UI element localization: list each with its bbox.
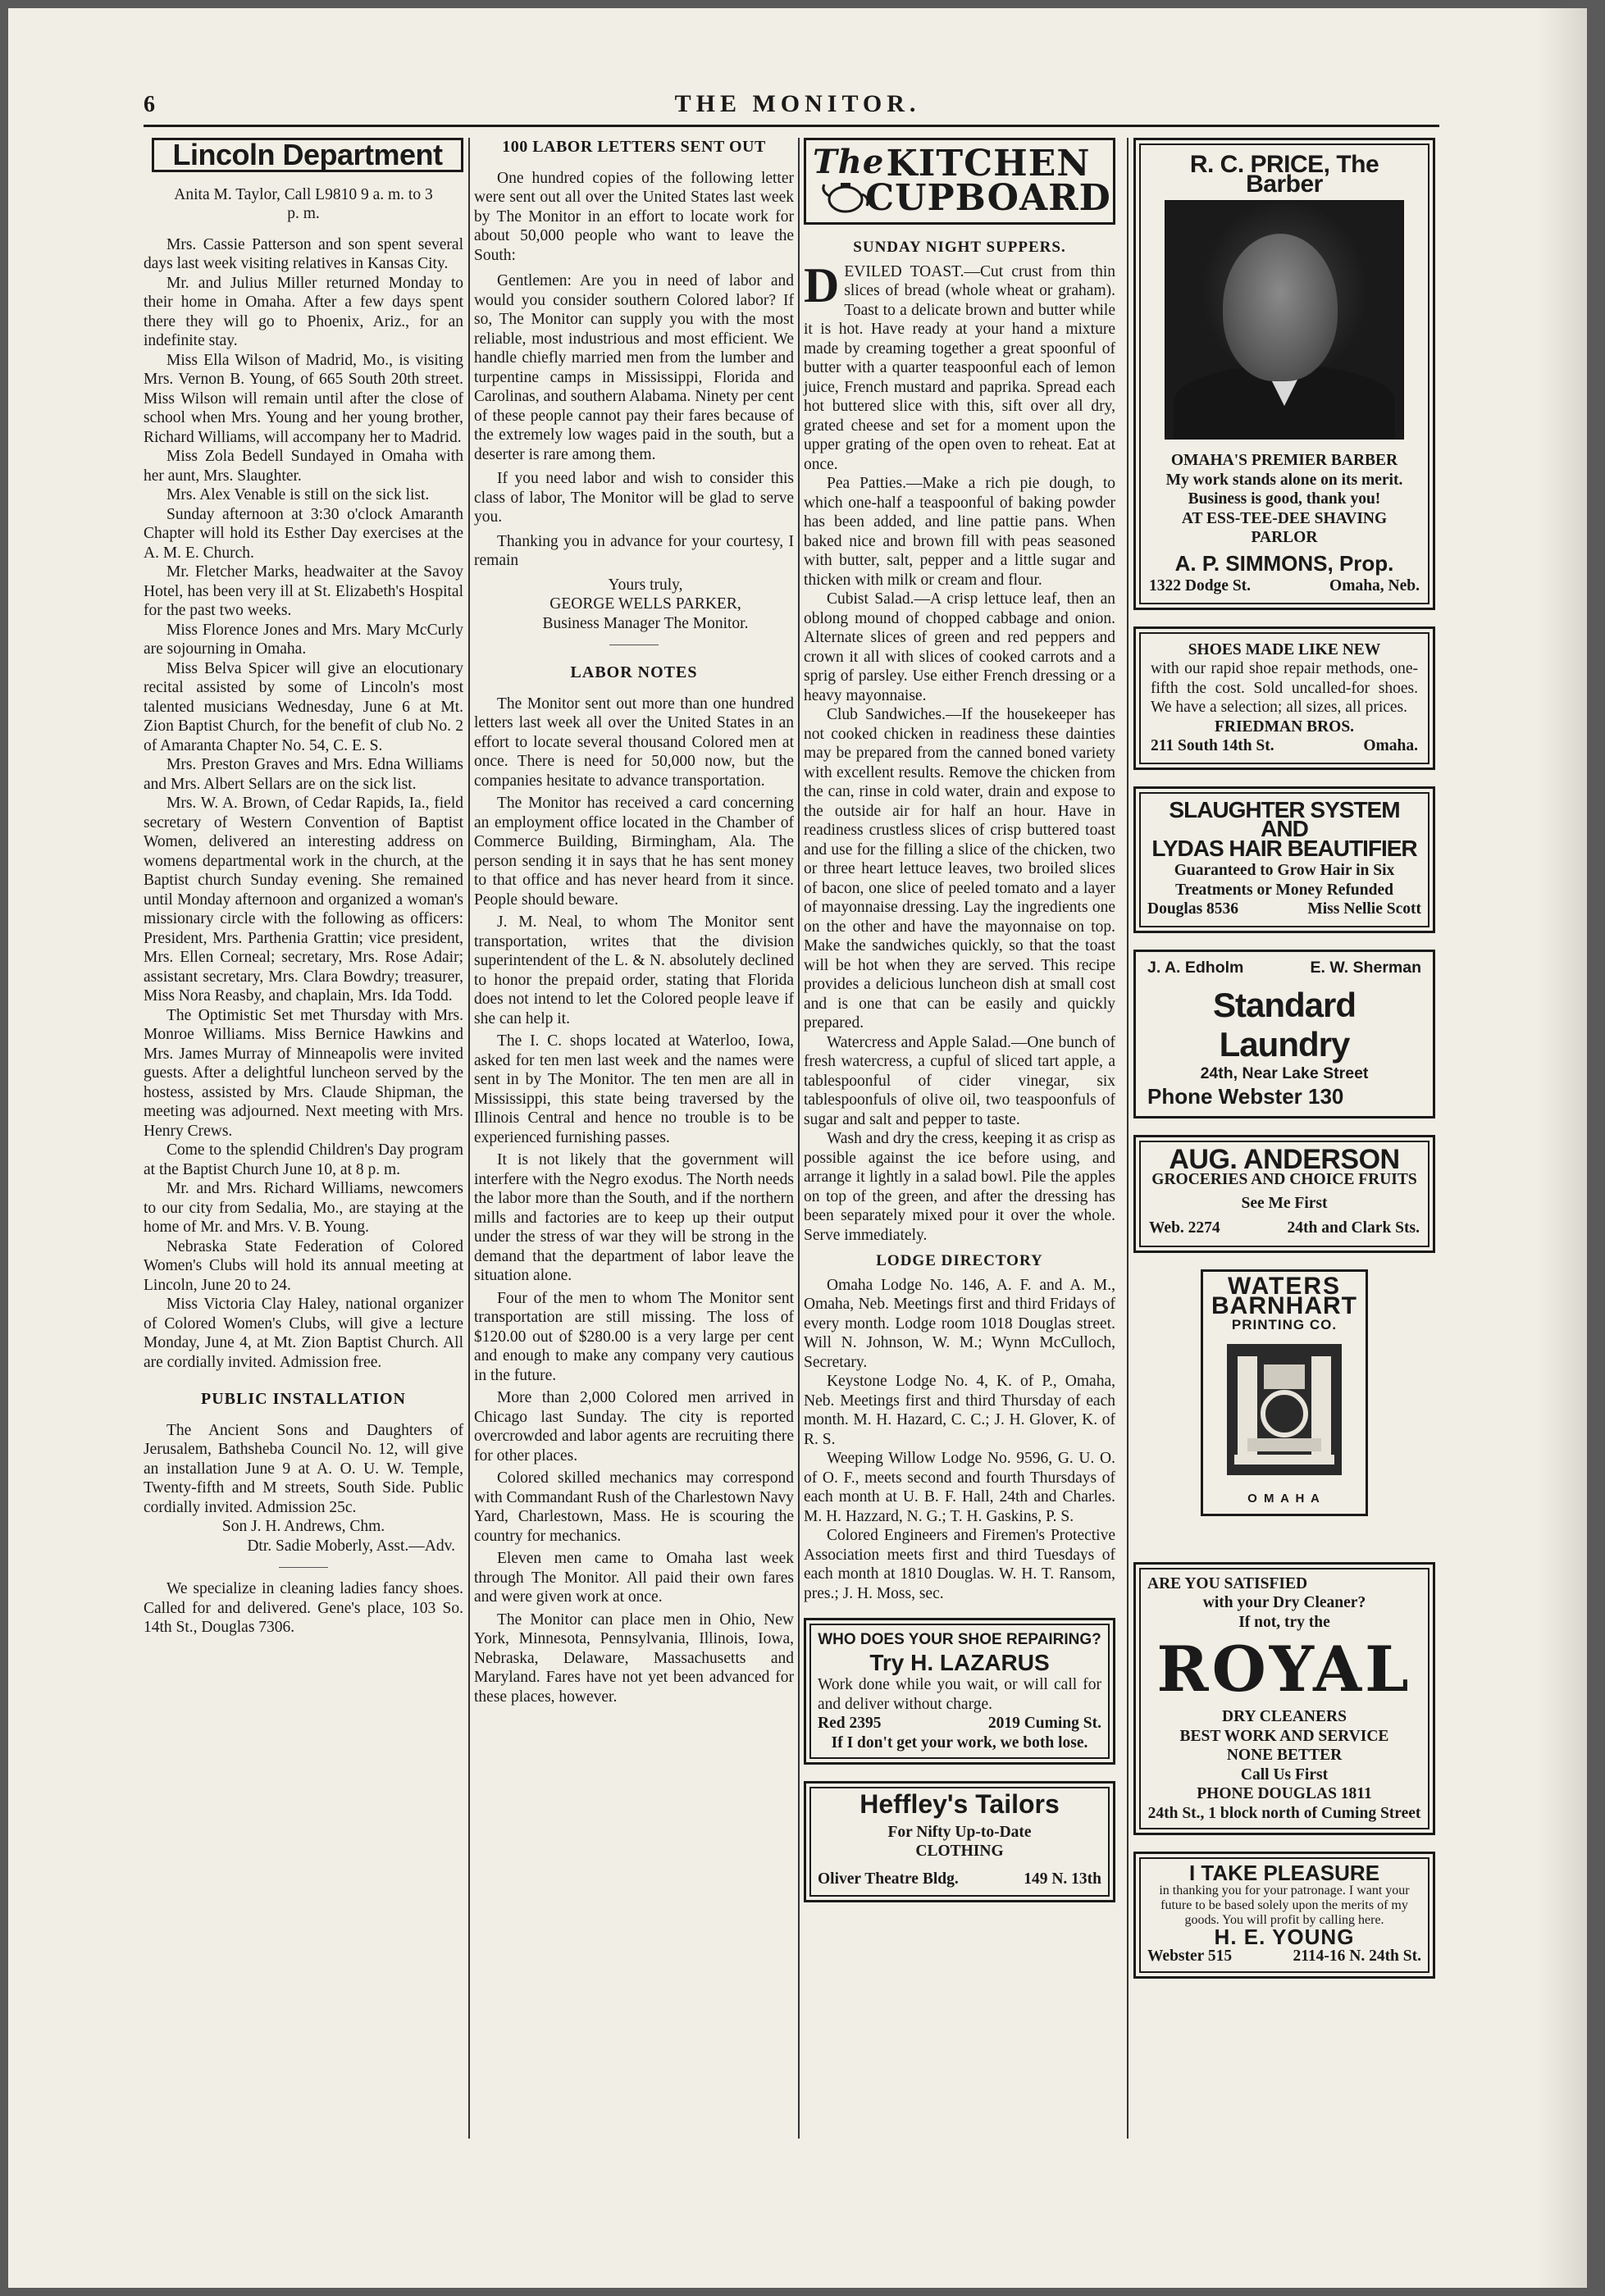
royal-q3: If not, try the xyxy=(1238,1613,1330,1631)
labor-column xyxy=(474,138,794,1710)
news-item: Nebraska State Federation of Colored Women's Clubs will hold its annual meeting at Lincoln, June 20 to 24. xyxy=(144,1237,463,1294)
lodge-entry: Weeping Willow Lodge No. 9596, G. U. O. of O. F., meets second and fourth Thursdays of each month at U. B. F. Hall, 24th and Charles. M. H. Hazzard, N. G.; T. H. Gaskins, P. S. xyxy=(804,1450,1115,1525)
public-installation-text: The Ancient Sons and Daughters of Jerusalem, Bathsheba Council No. 12, will give an installation June 9 at A. O. U. W. Temple, Twenty-fifth and M streets, South Side. Public cordially invited. Admission 25c. xyxy=(144,1421,463,1516)
royal-name: ROYAL xyxy=(1156,1633,1412,1706)
lodge-entry: Colored Engineers and Firemen's Protective Association meets first and third Tuesdays of each month at 1810 Douglas. W. H. T. Ransom, pres.; J. H. Moss, sec. xyxy=(804,1527,1115,1602)
friedman-head: SHOES MADE LIKE NEW xyxy=(1188,640,1381,658)
young-name: H. E. YOUNG xyxy=(1214,1924,1355,1949)
news-item: Come to the splendid Children's Day program at the Baptist Church June 10, at 8 p. m. xyxy=(144,1141,463,1178)
royal-q1: ARE YOU SATISFIED xyxy=(1147,1574,1308,1592)
installation-signature-chairman: Son J. H. Andrews, Chm. xyxy=(221,1518,385,1535)
lodge-directory-entries xyxy=(804,1276,1115,1604)
heffley-line1: For Nifty Up-to-Date xyxy=(887,1823,1032,1841)
column-rule xyxy=(798,138,800,2139)
friedman-body: with our rapid shoe repair methods, one-fifth the cost. Sold uncalled-for shoes. We have a selection; all sizes, all prices. xyxy=(1151,660,1418,716)
lincoln-department-column xyxy=(144,138,463,1638)
laundry-left: J. A. Edholm xyxy=(1147,958,1244,977)
news-item: Mr. and Mrs. Richard Williams, newcomers to our city from Sedalia, Mo., are staying at the home of Mr. and Mrs. V. B. Young. xyxy=(144,1180,463,1236)
waters-barnhart-ad xyxy=(1201,1269,1368,1516)
heffley-right: 149 N. 13th xyxy=(1024,1870,1101,1888)
laundry-name: Standard Laundry xyxy=(1212,986,1356,1064)
lincoln-department-heading: Lincoln Department xyxy=(152,138,463,172)
page-edge-shadow xyxy=(1538,8,1587,2288)
news-item: Mrs. Alex Venable is still on the sick list. xyxy=(166,486,430,503)
labor-note: The Monitor has received a card concerning an employment office located in the Chamber of Commerce Building, Birmingham, Ala. The person sending it in says that he has sent money to that office and has never heard from it since. People should beware. xyxy=(474,795,794,909)
labor-notes-body xyxy=(474,695,794,1707)
price-barber-ad xyxy=(1133,138,1435,610)
recipe-paragraph: Wash and dry the cress, keeping it as crisp as possible against the ice before using, and arrange it lightly in a salad bowl. Pile the apples on top of the green, and after the dressing has been separately mixed pour it over the whole. Serve immediately. xyxy=(804,1130,1115,1244)
royal-line4: Call Us First xyxy=(1240,1765,1329,1784)
labor-note: Four of the men to whom The Monitor sent transportation are still missing. The loss of $120.00 out of $280.00 is a very large per cent and enough to make any company very cautious in the future. xyxy=(474,1289,794,1384)
lazarus-footer: If I don't get your work, we both lose. xyxy=(831,1733,1088,1752)
price-city: Omaha, Neb. xyxy=(1329,577,1420,594)
news-item: Mrs. W. A. Brown, of Cedar Rapids, Ia., field secretary of Western Convention of Baptist Women, delivered an interesting address on womens departmental work in the church, at the Baptist church Sunday evening. She remained until Monday afternoon and organized a woman's missionary circle with the following as officers: President, Mrs. Parthenia Grattin; vice president, Mrs. Ellen Corneal; secretary, Mrs. Rose Adair; assistant secretary, Mrs. Clara Bowdry; treasurer, Miss Nora Reasby, and chaplain, Mrs. Ida Todd. xyxy=(144,795,463,1004)
deviled-toast-text: EVILED TOAST.—Cut crust from thin slices of bread (whole wheat or graham). Toast to a delicate brown and butter while it is hot. Have ready at your hand a mixture made by creaming together a great spoonful of butter with a quarter teaspoonful each of lemon juice, French mustard and paprika. Spread each hot buttered slice with this, sift over all dry, grated cheese and set for a moment upon the upper grating of the open oven to reheat. Eat at once. xyxy=(804,262,1115,473)
heffley-tailors-ad xyxy=(804,1781,1115,1902)
news-item: Sunday afternoon at 3:30 o'clock Amaranth Chapter will hold its Esther Day exercises at the A. M. E. Church. xyxy=(144,505,463,562)
news-item: Miss Florence Jones and Mrs. Mary McCurly are sojourning in Omaha. xyxy=(144,621,463,658)
letter-paragraph: Thanking you in advance for your courtesy, I remain xyxy=(474,532,794,569)
column-rule xyxy=(468,138,470,2139)
news-item: Miss Ella Wilson of Madrid, Mo., is visiting Mrs. Vernon B. Young, of 665 South 20th street. Miss Wilson will remain until after the close of school when Mrs. Young and her young brother, Richard Williams, will accompany her to Madrid. xyxy=(144,351,463,446)
drop-cap: D xyxy=(804,257,840,312)
lazarus-name: Try H. LAZARUS xyxy=(869,1649,1050,1675)
young-ad xyxy=(1133,1852,1435,1979)
anderson-name: AUG. ANDERSON xyxy=(1169,1144,1400,1175)
heffley-left: Oliver Theatre Bldg. xyxy=(818,1870,959,1888)
young-body: in thanking you for your patronage. I want your future to be based solely upon the merits of my goods. You will profit by calling here. xyxy=(1159,1883,1410,1927)
sunday-suppers-heading: SUNDAY NIGHT SUPPERS. xyxy=(853,239,1066,256)
royal-line1: DRY CLEANERS xyxy=(1222,1708,1347,1725)
news-item: The Optimistic Set met Thursday with Mrs. Monroe Williams. Miss Bernice Hawkins and Mrs. James Murray of Minneapolis were invited guests. After a delightful luncheon served by the hostess, assisted by Mrs. Claude Shipman, the meeting was adjourned. Next meeting with Mrs. Henry Crews. xyxy=(144,1006,463,1140)
masthead-title: THE MONITOR. xyxy=(674,90,921,117)
royal-address: 24th St., 1 block north of Cuming Street xyxy=(1147,1804,1421,1822)
lazarus-body: Work done while you wait, or will call for and deliver without charge. xyxy=(818,1676,1101,1713)
lincoln-contact: Anita M. Taylor, Call L9810 9 a. m. to 3 p. m. xyxy=(174,185,433,222)
recipes xyxy=(804,474,1115,1245)
genes-place-ad: We specialize in cleaning ladies fancy shoes. Called for and delivered. Gene's place, 103 So. 14th St., Douglas 7306. xyxy=(144,1580,463,1636)
news-item: Mr. and Julius Miller returned Monday to their home in Omaha. After a few days spent there they will go to Phoenix, Ariz., for an indefinite stay. xyxy=(144,274,463,349)
letter-paragraph: If you need labor and wish to consider this class of labor, The Monitor will be glad to serve you. xyxy=(474,470,794,526)
labor-note: The Monitor sent out more than one hundred letters last week all over the United States in an effort to locate several thousand Colored men at once. There is need for 50,000 now, but the companies hesitate to advance transportation. xyxy=(474,695,794,790)
labor-note: Eleven men came to Omaha last week through The Monitor. All paid their own fares and were given work at once. xyxy=(474,1550,794,1606)
page-number: 6 xyxy=(144,92,155,117)
labor-note: J. M. Neal, to whom The Monitor sent transportation, writes that the division superintendent of the L. & N. absolutely declined to honor the prepaid order, stating that Florida does not intend to let the Colored people leave if she can help it. xyxy=(474,913,794,1027)
waters-line1: WATERS xyxy=(1227,1273,1342,1300)
news-item: Mr. Fletcher Marks, headwaiter at the Savoy Hotel, has been very ill at St. Elizabeth's Hospital for the past two weeks. xyxy=(144,563,463,619)
slaughter-phone: Douglas 8536 xyxy=(1147,900,1239,918)
young-head: I TAKE PLEASURE xyxy=(1188,1861,1380,1885)
lazarus-question: WHO DOES YOUR SHOE REPAIRING? xyxy=(818,1631,1101,1648)
anderson-line2: See Me First xyxy=(1241,1195,1328,1212)
letter-signature-name: GEORGE WELLS PARKER, xyxy=(549,595,741,613)
waters-line3: PRINTING CO. xyxy=(1231,1317,1338,1332)
public-installation-heading: PUBLIC INSTALLATION xyxy=(201,1390,406,1408)
barber-portrait xyxy=(1165,200,1404,440)
lazarus-phone: Red 2395 xyxy=(818,1715,882,1732)
recipe-paragraph: Cubist Salad.—A crisp lettuce leaf, then an oblong mound of chopped cabbage and onion. Alternate slices of green and red peppers and crown it all with slices of cooked carrots and a sprig of parsley. Use either French dressing or a heavy mayonnaise. xyxy=(804,590,1115,704)
lodge-directory-heading: LODGE DIRECTORY xyxy=(876,1252,1043,1269)
news-item: Miss Zola Bedell Sundayed in Omaha with her aunt, Mrs. Slaughter. xyxy=(144,448,463,485)
price-proprietor: A. P. SIMMONS, Prop. xyxy=(1174,550,1394,576)
royal-phone: PHONE DOUGLAS 1811 xyxy=(1197,1785,1372,1802)
installation-signature-assistant: Dtr. Sadie Moberly, Asst.—Adv. xyxy=(247,1537,455,1555)
letter-paragraph: Gentlemen: Are you in need of labor and would you consider southern Colored labor? If so, The Monitor can supply you with the most reliable, most industrious and most efficient. We handle chiefly married men from the lumber and turpentine camps in Mississippi, Florida and Carolinas, and southern Alabama. Ninety per cent of these people cannot pay their fares because of the extremely low wages paid in the south, but a deserter is rare among them. xyxy=(474,272,794,463)
slaughter-name: Miss Nellie Scott xyxy=(1307,900,1421,918)
column-rule xyxy=(1127,138,1129,2139)
teapot-icon xyxy=(821,176,870,214)
slaughter-system-ad xyxy=(1133,786,1435,933)
anderson-line1: GROCERIES AND CHOICE FRUITS xyxy=(1151,1170,1417,1188)
slaughter-line2: LYDAS HAIR BEAUTIFIER xyxy=(1151,835,1417,861)
advertisements-column xyxy=(1133,138,1435,1995)
friedman-address: 211 South 14th St. xyxy=(1151,737,1274,754)
anderson-groceries-ad xyxy=(1133,1135,1435,1253)
lodge-entry: Keystone Lodge No. 4, K. of P., Omaha, Neb. Meetings first and third Thursday of each month. M. H. Hazard, C. C.; J. H. Glover, K. of R. S. xyxy=(804,1373,1115,1448)
laundry-phone: Phone Webster 130 xyxy=(1147,1083,1344,1109)
recipe-paragraph: Club Sandwiches.—If the housekeeper has not cooked chicken in readiness these dainties may be prepared from the canned boned variety with excellent results. Remove the chicken from the can, rinse in cold water, drain and expose to the outside air for half an hour. Have in readiness crustless slices of crisp buttered toast and use for the filling a slice of the chicken, two or three heart lettuce leaves, two broiled slices of bacon, one slice of peeled tomato and a layer of mayonnaise dressing. Lay the ingredients one on the other and have the mayonnaise on top. Make the sandwiches quickly, so that the toast will be hot when they are served. This recipe provides a delicious luncheon dish at small cost and is one that can be easily and quickly prepared. xyxy=(804,706,1115,1032)
news-item: Miss Belva Spicer will give an elocutionary recital assisted by some of Lincoln's most talented musicians Wednesday, June 6 at Mt. Zion Baptist Church, for the benefit of club No. 2 of Amaranta Chapter No. 54, C. E. S. xyxy=(144,659,463,754)
price-title: R. C. PRICE, The Barber xyxy=(1189,151,1379,198)
lincoln-news-items xyxy=(144,235,463,1373)
slaughter-line1: SLAUGHTER SYSTEM AND xyxy=(1169,796,1400,841)
news-item: Miss Victoria Clay Haley, national organizer of Colored Women's Clubs, will give a lecture Monday, June 4, at Mt. Zion Baptist Church. All are cordially invited. Admission free. xyxy=(144,1296,463,1371)
young-address: 2114-16 N. 24th St. xyxy=(1293,1947,1421,1965)
letter-closing: Yours truly, xyxy=(608,576,683,594)
labor-note: More than 2,000 Colored men arrived in Chicago last Sunday. The city is reported overcrowded and labor agents are recruiting there for other places. xyxy=(474,1389,794,1465)
labor-letter-body xyxy=(474,271,794,571)
friedman-name: FRIEDMAN BROS. xyxy=(1214,718,1355,736)
young-phone: Webster 515 xyxy=(1147,1947,1233,1965)
price-address: 1322 Dodge St. xyxy=(1149,577,1252,594)
kitchen-logo-line2: CUPBOARD xyxy=(865,177,1111,219)
kitchen-logo-line1: KITCHEN xyxy=(886,143,1091,184)
kitchen-logo-the: The xyxy=(813,143,885,181)
price-tagline: OMAHA'S PREMIER BARBER xyxy=(1170,452,1398,469)
kitchen-lodge-column xyxy=(804,138,1115,1919)
newspaper-page xyxy=(8,8,1587,2288)
price-line3: AT ESS-TEE-DEE SHAVING PARLOR xyxy=(1181,509,1388,546)
laundry-right: E. W. Sherman xyxy=(1310,958,1421,977)
news-item: Mrs. Cassie Patterson and son spent several days last week visiting relatives in Kansas City. xyxy=(144,235,463,272)
header-rule xyxy=(144,125,1439,127)
lazarus-ad xyxy=(804,1618,1115,1765)
price-line1: My work stands alone on its merit. xyxy=(1165,471,1403,489)
news-item: Mrs. Preston Graves and Mrs. Edna Williams and Mrs. Albert Sellars are on the sick list. xyxy=(144,756,463,793)
recipe-paragraph: Watercress and Apple Salad.—One bunch of fresh watercress, a cupful of sliced tart apple, a tablespoonful of cider vinegar, six tablespoonfuls of olive oil, two teaspoonfuls of sugar and salt and pepper to taste. xyxy=(804,1033,1115,1128)
royal-line2: BEST WORK AND SERVICE xyxy=(1179,1727,1389,1745)
labor-notes-heading: LABOR NOTES xyxy=(570,663,698,681)
divider xyxy=(279,1567,328,1568)
deviled-toast-recipe xyxy=(804,257,1115,475)
anderson-phone: Web. 2274 xyxy=(1149,1219,1220,1237)
royal-q2: with your Dry Cleaner? xyxy=(1202,1594,1366,1611)
letter-signature-title: Business Manager The Monitor. xyxy=(542,614,749,632)
printing-press-icon xyxy=(1223,1340,1346,1479)
royal-cleaners-ad xyxy=(1133,1562,1435,1836)
waters-line2: BARNHART xyxy=(1211,1292,1357,1319)
labor-note: The I. C. shops located at Waterloo, Iowa, asked for ten men last week and the names were sent in by The Monitor. The ten men are all in Mississippi, this state being traversed by the Illinois Central and hence no trouble is to be experienced furnishing passes. xyxy=(474,1032,794,1146)
heffley-line2: CLOTHING xyxy=(915,1843,1004,1860)
lazarus-address: 2019 Cuming St. xyxy=(987,1715,1101,1732)
heffley-name: Heffley's Tailors xyxy=(859,1789,1060,1819)
labor-note: It is not likely that the government will interfere with the Negro exodus. The North needs the labor more than the South, and if the northern mills and factories are to keep up their output under the stress of war they will be strong in the demand that the department of labor leave the situation alone. xyxy=(474,1151,794,1284)
labor-intro: One hundred copies of the following letter were sent out all over the United States last week by The Monitor in an effort to locate work for about 50,000 people who want to leave the South: xyxy=(474,169,794,264)
slaughter-line3: Guaranteed to Grow Hair in Six Treatments or Money Refunded xyxy=(1174,862,1395,899)
laundry-address: 24th, Near Lake Street xyxy=(1200,1064,1369,1082)
lodge-entry: Omaha Lodge No. 146, A. F. and A. M., Omaha, Neb. Meetings first and third Fridays of every month. Lodge room 1018 Douglas street. Will N. Johnson, W. M.; Wynn McCulloch, Secretary. xyxy=(804,1276,1115,1371)
labor-letters-heading: 100 LABOR LETTERS SENT OUT xyxy=(502,138,766,156)
kitchen-cupboard-logo xyxy=(804,138,1115,225)
waters-city: O M A H A xyxy=(1247,1492,1321,1506)
price-line2: Business is good, thank you! xyxy=(1188,490,1381,508)
friedman-shoes-ad xyxy=(1133,626,1435,770)
standard-laundry-ad xyxy=(1133,950,1435,1119)
royal-line3: NONE BETTER xyxy=(1226,1747,1343,1764)
recipe-paragraph: Pea Patties.—Make a rich pie dough, to which one-half a teaspoonful of baking powder has been added, and line pattie pans. When baked nice and brown fill with peas seasoned with butter, salt, pepper and a little sugar and thicken with milk or cream and flour. xyxy=(804,475,1115,589)
labor-note: The Monitor can place men in Ohio, New York, Minnesota, Pennsylvania, Illinois, Iowa, Nebraska, Delaware, Massachusetts and Maryland. Fares have not yet been advanced for these places, however. xyxy=(474,1610,794,1706)
labor-note: Colored skilled mechanics may correspond with Commandant Rush of the Charlestown Navy Yard, Charlestown, Mass. He is scouring the country for mechanics. xyxy=(474,1469,794,1545)
friedman-city: Omaha. xyxy=(1363,737,1418,754)
anderson-address: 24th and Clark Sts. xyxy=(1287,1219,1420,1237)
